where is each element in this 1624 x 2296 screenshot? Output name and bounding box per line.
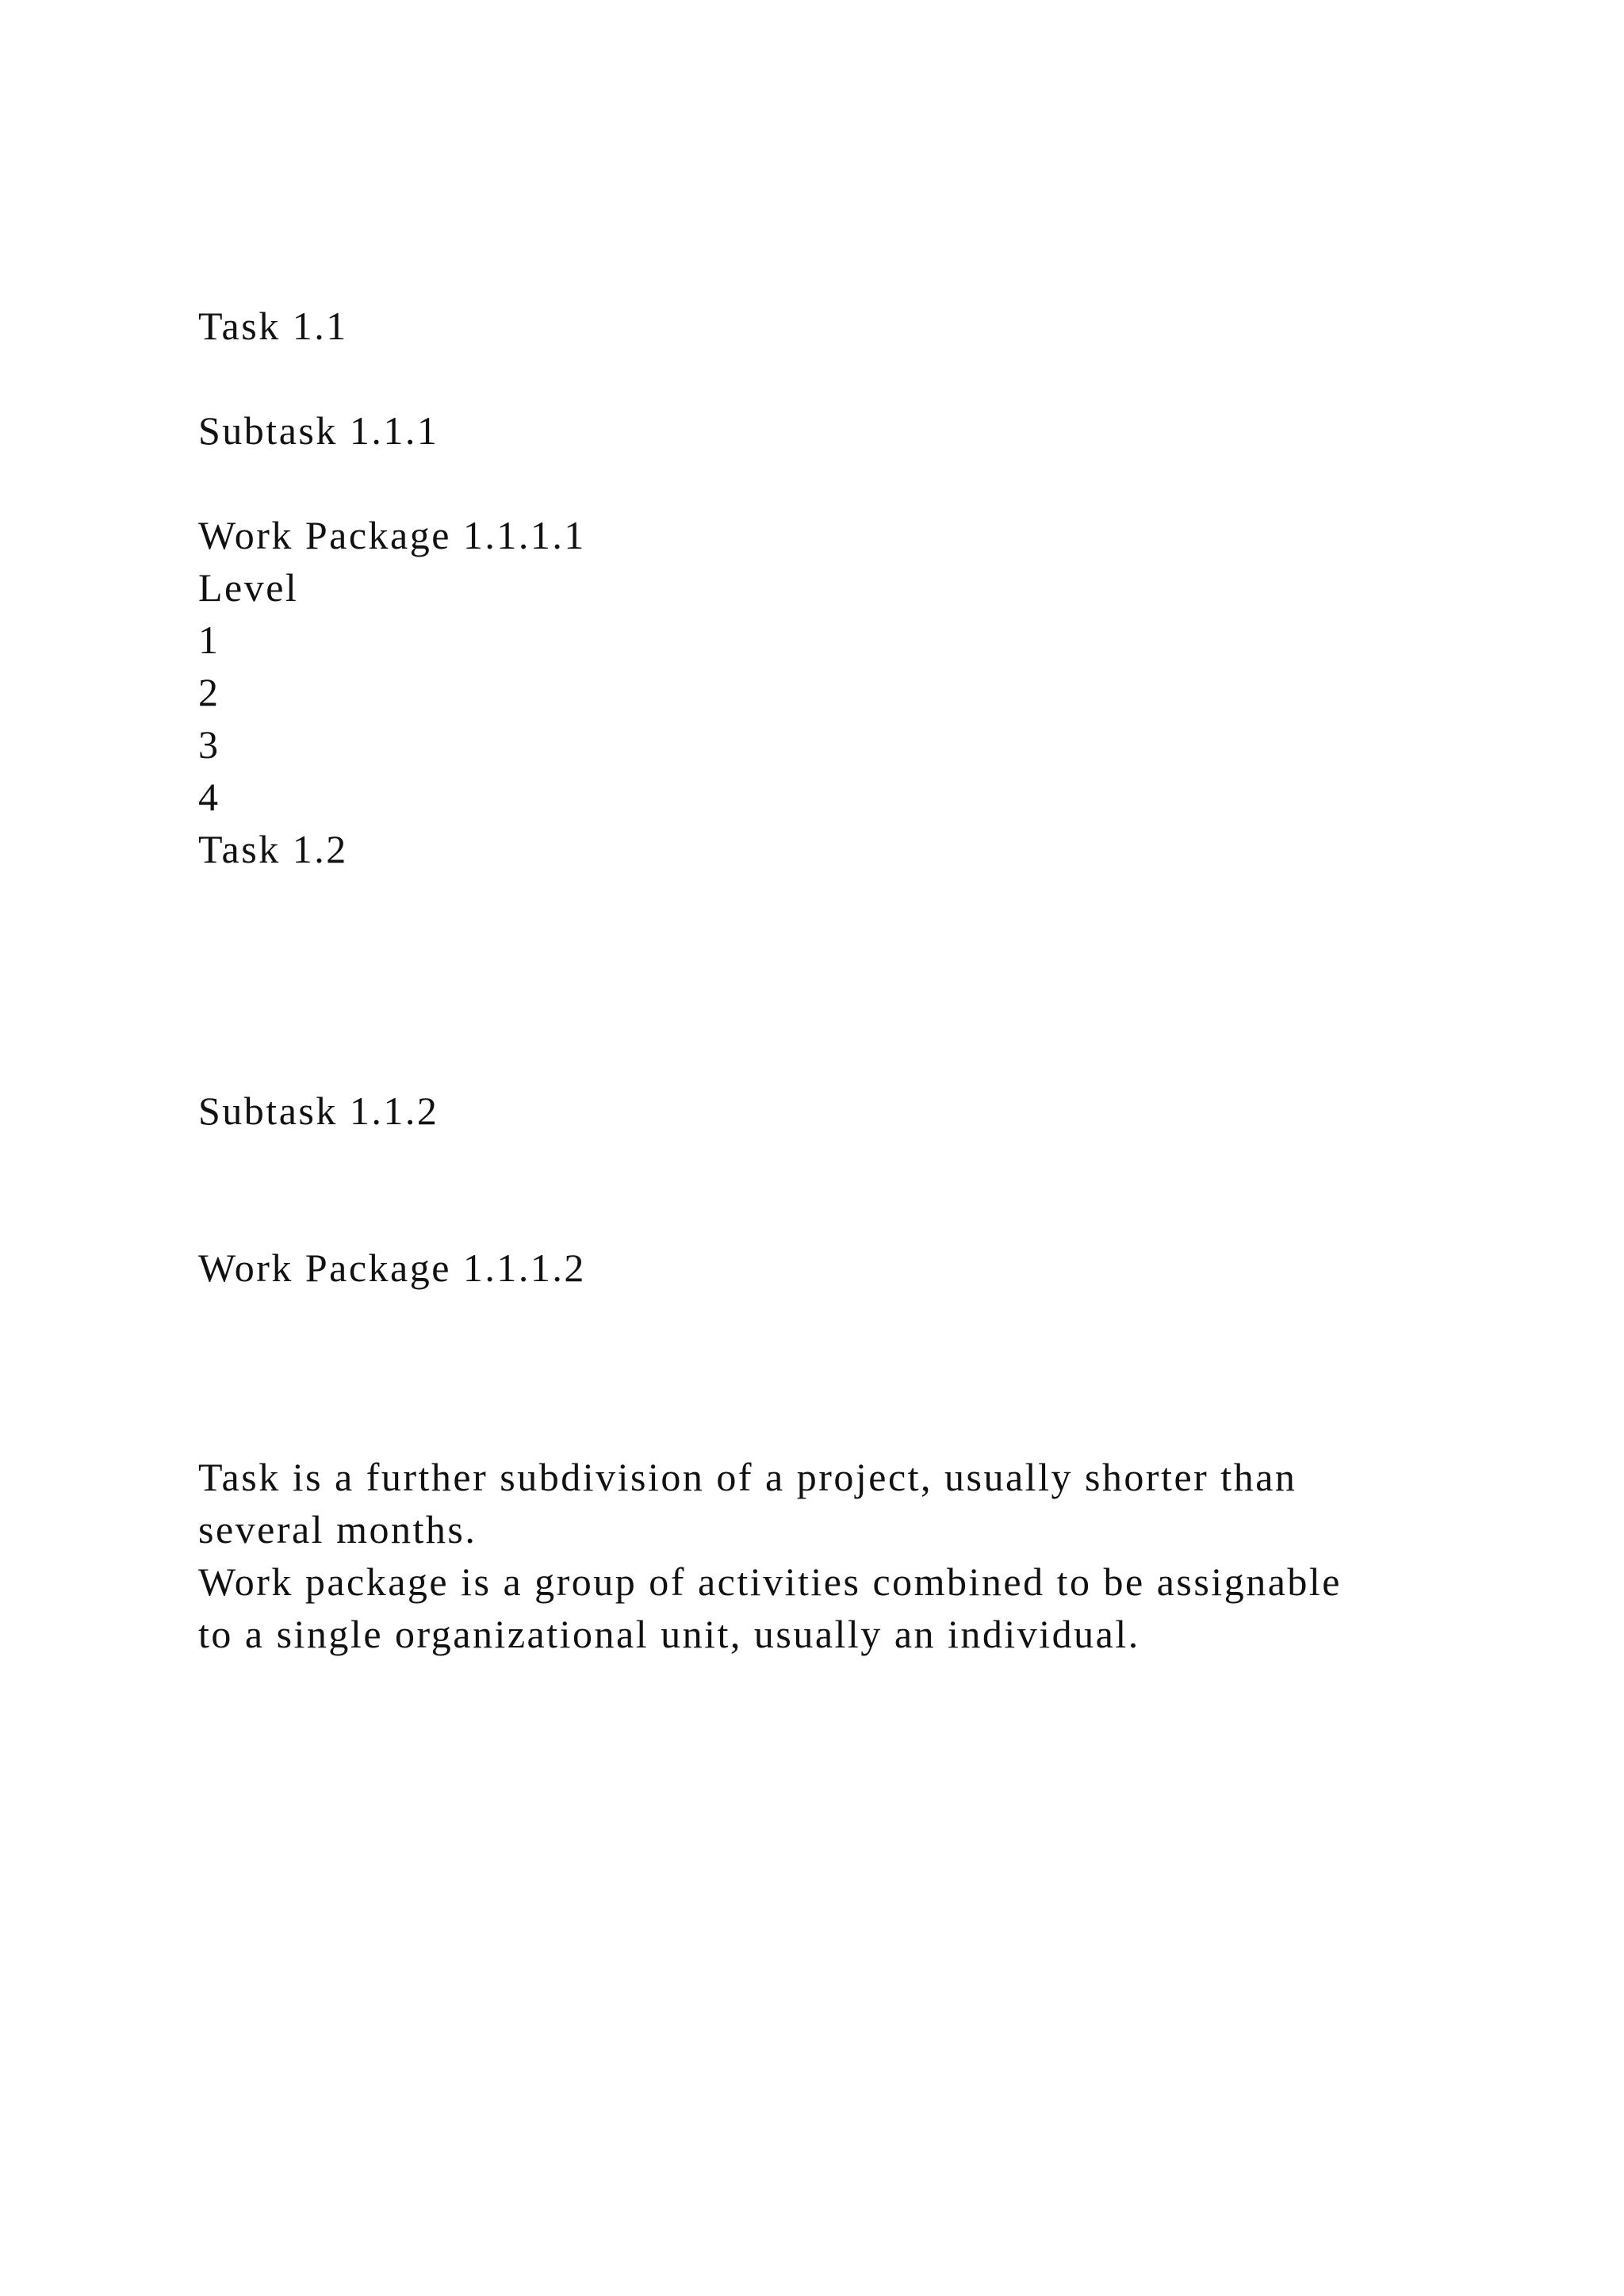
subtask-1-1-2-label: Subtask 1.1.2 (198, 1089, 439, 1133)
subtask-1-1-1-label: Subtask 1.1.1 (198, 408, 439, 453)
level-2: 2 (198, 670, 220, 714)
level-3: 3 (198, 722, 220, 767)
work-package-definition: Work package is a group of activities combined to be assignable to a single organizational unit, usually an individual. (198, 1559, 1342, 1656)
work-package-1-1-1-2-label: Work Package 1.1.1.2 (198, 1246, 586, 1290)
level-1: 1 (198, 618, 220, 662)
work-package-1-1-1-1-label: Work Package 1.1.1.1 (198, 513, 586, 557)
task-1-2-label: Task 1.2 (198, 827, 348, 871)
level-heading: Level (198, 565, 299, 610)
task-1-1-label: Task 1.1 (198, 304, 348, 348)
level-4: 4 (198, 775, 220, 819)
task-definition: Task is a further subdivision of a project, usually shorter than several months. (198, 1455, 1297, 1552)
